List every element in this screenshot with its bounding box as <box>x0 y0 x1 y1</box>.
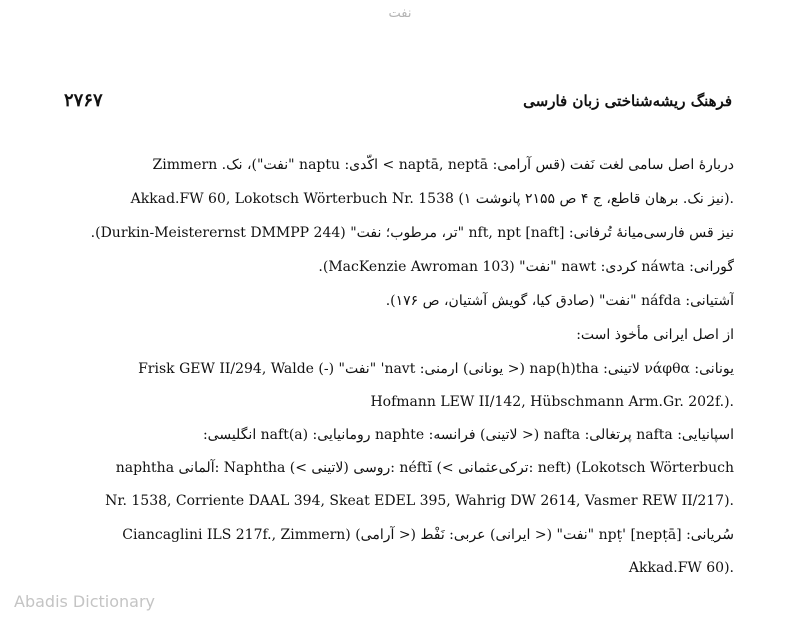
body-line: آشتیانی: náfda "نفت" (صادق کیا، گویش آشتیان، ص ۱۷۶). <box>385 293 734 309</box>
body-line: Akkad.FW 60, Lokotsch Wörterbuch Nr. 1538 (نیز نک. برهان قاطع، ج ۴ ص ۲۱۵۵ پانوشت ۱). <box>130 191 734 207</box>
body-line: سُریانی: npṭ' [nepṭā] "نفت" (< ایرانی) عربی: نَفْط (< آرامی) (Ciancaglini ILS 217f., Zimmern <box>122 527 734 543</box>
entry-body <box>64 148 734 584</box>
body-line: Nr. 1538, Corriente DAAL 394, Skeat EDEL 395, Wahrig DW 2614, Vasmer REW II/217). <box>105 493 734 509</box>
body-line: اسپانیایی: nafta پرتغالی: nafta (< لاتینی) فرانسه: naphte رومانیایی: naft(a) انگلیسی: <box>202 427 734 443</box>
body-line: یونانی: νάφθα لاتینی: nap(h)tha (< یونانی) ارمنی: navt' "نفت" (-) Frisk GEW II/294, Walde <box>138 361 734 377</box>
body-line: naphtha آلمانی: Naphtha (< لاتینی) روسی: néftĭ (< ترکی‌عثمانی: neft) (Lokotsch Wörterbuch <box>115 460 734 476</box>
body-line: نیز قس فارسی‌میانهٔ تُرفانی: [naft] nft, npt "تر، مرطوب؛ نفت" (Durkin-Meisterernst DMMPP 244). <box>90 225 734 241</box>
body-line: دربارهٔ اصل سامی لغت نَفت (قس آرامی: naptā, neptā > اکّدی: naptu "نفت")، نک. Zimmern <box>152 157 734 173</box>
running-title: فرهنگ ریشه‌شناختی زبان فارسی <box>523 92 732 110</box>
watermark: Abadis Dictionary <box>14 592 155 611</box>
body-line: Akkad.FW 60). <box>628 560 734 576</box>
body-line: از اصل ایرانی مأخوذ است: <box>576 327 734 343</box>
body-line: Hofmann LEW II/142, Hübschmann Arm.Gr. 202f.). <box>370 394 734 410</box>
body-line: گورانی: náwta کردی: nawt "نفت" (MacKenzie Awroman 103). <box>318 259 734 275</box>
entry-title: نفت <box>388 6 412 21</box>
page-number: ۲۷۶۷ <box>64 90 103 111</box>
